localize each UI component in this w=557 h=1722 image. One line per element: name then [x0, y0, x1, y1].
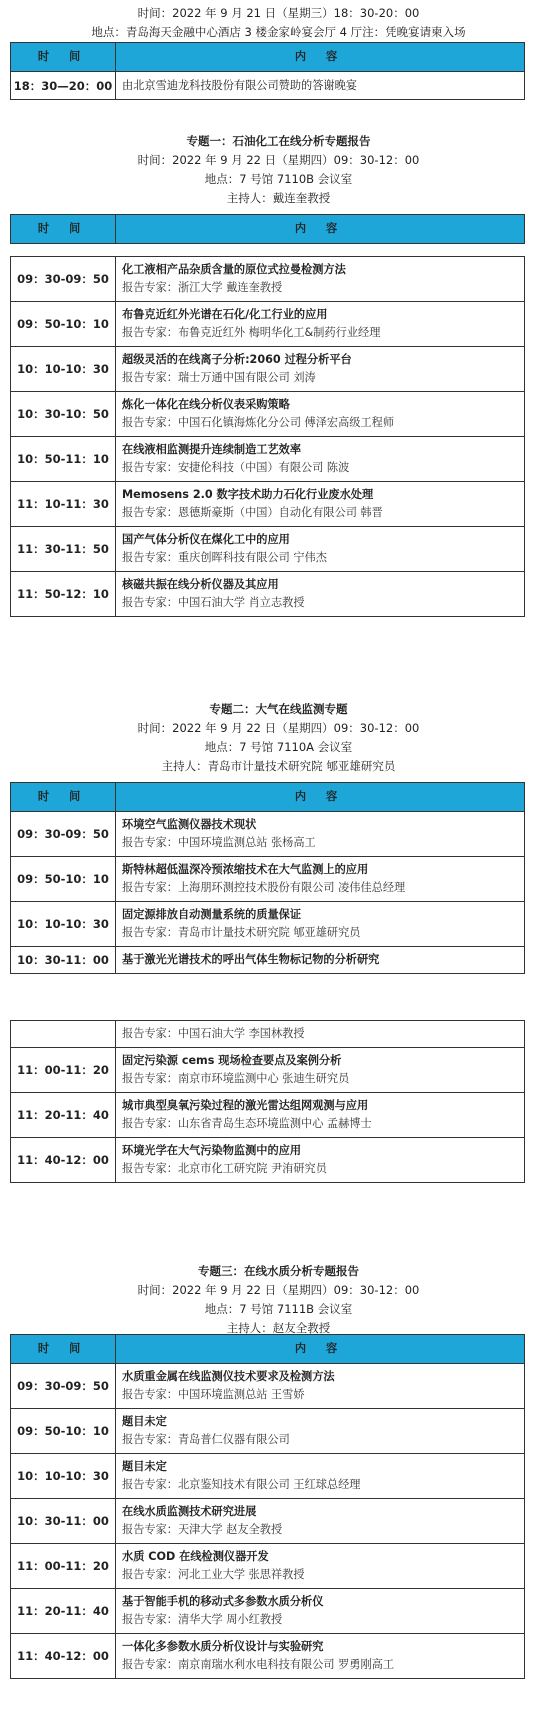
header-content: 内 容	[116, 1335, 525, 1364]
talk-topic: 国产气体分析仪在煤化工中的应用	[122, 533, 290, 546]
header-time: 时 间	[11, 43, 116, 72]
row-time: 09：50-10：10	[11, 1409, 116, 1454]
talk-topic: 化工液相产品杂质含量的原位式拉曼检测方法	[122, 263, 346, 276]
row-content	[116, 902, 525, 947]
row-time: 10：30-11：00	[11, 1499, 116, 1544]
session1-info	[0, 132, 557, 208]
talk-speaker: 报告专家：清华大学 周小红教授	[122, 1613, 283, 1626]
table-row	[11, 902, 525, 947]
row-time: 10：10-10：30	[11, 902, 116, 947]
row-time: 09：30-09：50	[11, 812, 116, 857]
session3-info	[0, 1262, 557, 1338]
table-row	[11, 1409, 525, 1454]
session3-host: 主持人：赵友全教授	[226, 1321, 331, 1335]
row-content	[116, 347, 525, 392]
session3-place: 地点：7 号馆 7111B 会议室	[204, 1302, 353, 1316]
header-content: 内 容	[116, 215, 525, 244]
session3-time: 时间：2022 年 9 月 22 日（星期四）09：30-12：00	[137, 1283, 420, 1297]
talk-topic: 环境光学在大气污染物监测中的应用	[122, 1144, 302, 1157]
row-time: 09：50-10：10	[11, 857, 116, 902]
row-content	[116, 1093, 525, 1138]
talk-topic: 炼化一体化在线分析仪表采购策略	[122, 398, 290, 411]
row-time: 11：00-11：20	[11, 1544, 116, 1589]
row-content	[116, 1021, 525, 1048]
row-content	[116, 1634, 525, 1679]
row-time	[11, 1021, 116, 1048]
talk-speaker: 报告专家：中国环境监测总站 王雪娇	[122, 1388, 305, 1401]
talk-speaker: 报告专家：天津大学 赵友全教授	[122, 1523, 283, 1536]
table-row	[11, 347, 525, 392]
table-row	[11, 572, 525, 617]
talk-topic: 布鲁克近红外光谱在石化/化工行业的应用	[122, 308, 328, 321]
session2-place: 地点：7 号馆 7110A 会议室	[204, 740, 353, 754]
table-row	[11, 72, 525, 100]
talk-speaker: 报告专家：山东省青岛生态环境监测中心 孟赫博士	[122, 1117, 372, 1130]
talk-speaker: 报告专家：南京南瑞水利水电科技有限公司 罗勇刚高工	[122, 1658, 395, 1671]
row-time: 09：30-09：50	[11, 257, 116, 302]
session2-table-cont-wrap	[0, 1020, 557, 1183]
session3-table-wrap	[0, 1334, 557, 1679]
session1-table-wrap	[0, 256, 557, 617]
session2-title: 专题二：大气在线监测专题	[209, 702, 348, 716]
header-content: 内 容	[116, 783, 525, 812]
session1-header-table	[10, 214, 525, 244]
session1-table	[10, 256, 525, 617]
row-content	[116, 947, 525, 974]
talk-speaker: 报告专家：重庆创晖科技有限公司 宁伟杰	[122, 551, 327, 564]
table-row	[11, 1499, 525, 1544]
talk-topic: 题目未定	[122, 1460, 167, 1473]
talk-speaker: 报告专家：中国石化镇海炼化分公司 傅泽宏高级工程师	[122, 416, 395, 429]
header-time: 时 间	[11, 783, 116, 812]
talk-speaker: 报告专家：安捷伦科技（中国）有限公司 陈波	[122, 461, 350, 474]
dinner-info	[0, 4, 557, 42]
row-content	[116, 1454, 525, 1499]
session3-table	[10, 1334, 525, 1679]
table-row	[11, 1021, 525, 1048]
row-content	[116, 812, 525, 857]
table-row	[11, 857, 525, 902]
row-time: 18：30—20：00	[11, 72, 116, 100]
header-time: 时 间	[11, 215, 116, 244]
session2-table-wrap	[0, 782, 557, 974]
row-time: 10：30-11：00	[11, 947, 116, 974]
table-row	[11, 527, 525, 572]
row-time: 11：50-12：10	[11, 572, 116, 617]
header-time: 时 间	[11, 1335, 116, 1364]
talk-topic: 一体化多参数水质分析仪设计与实验研究	[122, 1640, 324, 1653]
row-content	[116, 1364, 525, 1409]
row-content	[116, 857, 525, 902]
session3-title: 专题三：在线水质分析专题报告	[198, 1264, 359, 1278]
talk-topic: 题目未定	[122, 1415, 167, 1428]
session2-time: 时间：2022 年 9 月 22 日（星期四）09：30-12：00	[137, 721, 420, 735]
row-content: 由北京雪迪龙科技股份有限公司赞助的答谢晚宴	[116, 72, 525, 100]
talk-topic: 城市典型臭氧污染过程的激光雷达组网观测与应用	[122, 1099, 369, 1112]
row-time: 09：50-10：10	[11, 302, 116, 347]
row-time: 10：50-11：10	[11, 437, 116, 482]
row-time: 09：30-09：50	[11, 1364, 116, 1409]
session1-title: 专题一：石油化工在线分析专题报告	[186, 134, 371, 148]
table-row	[11, 1048, 525, 1093]
talk-speaker: 报告专家：中国石油大学 李国林教授	[122, 1027, 305, 1040]
session2-info	[0, 700, 557, 776]
talk-speaker: 报告专家：浙江大学 戴连奎教授	[122, 281, 283, 294]
talk-speaker: 报告专家：北京市化工研究院 尹洧研究员	[122, 1162, 327, 1175]
table-row	[11, 1138, 525, 1183]
dinner-table-wrap	[0, 42, 557, 100]
row-content	[116, 1544, 525, 1589]
table-row	[11, 947, 525, 974]
row-time: 11：20-11：40	[11, 1589, 116, 1634]
talk-topic: 核磁共振在线分析仪器及其应用	[122, 578, 279, 591]
talk-topic: 斯特林超低温深冷预浓缩技术在大气监测上的应用	[122, 863, 369, 876]
row-time: 10：30-10：50	[11, 392, 116, 437]
table-row	[11, 1364, 525, 1409]
row-content	[116, 257, 525, 302]
table-row	[11, 1589, 525, 1634]
talk-topic: 基于激光光谱技术的呼出气体生物标记物的分析研究	[122, 953, 380, 966]
row-content	[116, 572, 525, 617]
talk-topic: 固定源排放自动测量系统的质量保证	[122, 908, 302, 921]
session2-host: 主持人：青岛市计量技术研究院 郇亚雄研究员	[161, 759, 396, 773]
row-time: 11：20-11：40	[11, 1093, 116, 1138]
table-row	[11, 392, 525, 437]
row-time: 11：30-11：50	[11, 527, 116, 572]
table-row	[11, 1454, 525, 1499]
row-content	[116, 1048, 525, 1093]
talk-topic: 固定污染源 cems 现场检查要点及案例分析	[122, 1054, 342, 1067]
talk-speaker: 报告专家：上海朋环测控技术股份有限公司 凌伟佳总经理	[122, 881, 406, 894]
row-content	[116, 1589, 525, 1634]
talk-topic: 水质 COD 在线检测仪器开发	[122, 1550, 269, 1563]
row-time: 11：00-11：20	[11, 1048, 116, 1093]
talk-speaker: 报告专家：中国石油大学 肖立志教授	[122, 596, 305, 609]
talk-speaker: 报告专家：北京鉴知技术有限公司 王红球总经理	[122, 1478, 361, 1491]
table-row	[11, 257, 525, 302]
session1-header-wrap	[0, 214, 557, 244]
talk-speaker: 报告专家：恩德斯豪斯（中国）自动化有限公司 韩晋	[122, 506, 383, 519]
row-content	[116, 392, 525, 437]
table-row	[11, 302, 525, 347]
talk-speaker: 报告专家：青岛普仁仪器有限公司	[122, 1433, 290, 1446]
session2-table	[10, 782, 525, 974]
dinner-table	[10, 42, 525, 100]
talk-topic: 超级灵活的在线离子分析:2060 过程分析平台	[122, 353, 352, 366]
table-row	[11, 1544, 525, 1589]
talk-topic: 基于智能手机的移动式多参数水质分析仪	[122, 1595, 324, 1608]
table-row	[11, 482, 525, 527]
session1-host: 主持人：戴连奎教授	[226, 191, 331, 205]
table-row	[11, 812, 525, 857]
table-row	[11, 1093, 525, 1138]
row-time: 11：40-12：00	[11, 1138, 116, 1183]
talk-topic: 环境空气监测仪器技术现状	[122, 818, 257, 831]
talk-speaker: 报告专家：中国环境监测总站 张杨高工	[122, 836, 316, 849]
talk-topic: Memosens 2.0 数字技术助力石化行业废水处理	[122, 488, 374, 501]
row-content	[116, 302, 525, 347]
talk-topic: 在线水质监测技术研究进展	[122, 1505, 257, 1518]
talk-speaker: 报告专家：河北工业大学 张思祥教授	[122, 1568, 305, 1581]
dinner-time: 时间：2022 年 9 月 21 日（星期三）18：30-20：00	[137, 6, 420, 20]
talk-topic: 水质重金属在线监测仪技术要求及检测方法	[122, 1370, 335, 1383]
table-row	[11, 1634, 525, 1679]
header-content: 内 容	[116, 43, 525, 72]
talk-speaker: 报告专家：青岛市计量技术研究院 郇亚雄研究员	[122, 926, 361, 939]
talk-speaker: 报告专家：南京市环境监测中心 张迪生研究员	[122, 1072, 350, 1085]
row-time: 10：10-10：30	[11, 347, 116, 392]
talk-topic: 在线液相监测提升连续制造工艺效率	[122, 443, 302, 456]
row-content	[116, 1499, 525, 1544]
table-row	[11, 437, 525, 482]
row-time: 11：40-12：00	[11, 1634, 116, 1679]
row-content	[116, 1138, 525, 1183]
row-content	[116, 482, 525, 527]
row-content	[116, 527, 525, 572]
session1-time: 时间：2022 年 9 月 22 日（星期四）09：30-12：00	[137, 153, 420, 167]
row-time: 10：10-10：30	[11, 1454, 116, 1499]
talk-speaker: 报告专家：瑞士万通中国有限公司 刘涛	[122, 371, 316, 384]
dinner-place: 地点：青岛海天金融中心酒店 3 楼金家岭宴会厅 4 厅注：凭晚宴请柬入场	[91, 25, 466, 39]
session2-table-cont	[10, 1020, 525, 1183]
session1-place: 地点：7 号馆 7110B 会议室	[204, 172, 353, 186]
row-content	[116, 1409, 525, 1454]
row-content	[116, 437, 525, 482]
talk-speaker: 报告专家：布鲁克近红外 梅明华化工&制药行业经理	[122, 326, 381, 339]
row-time: 11：10-11：30	[11, 482, 116, 527]
